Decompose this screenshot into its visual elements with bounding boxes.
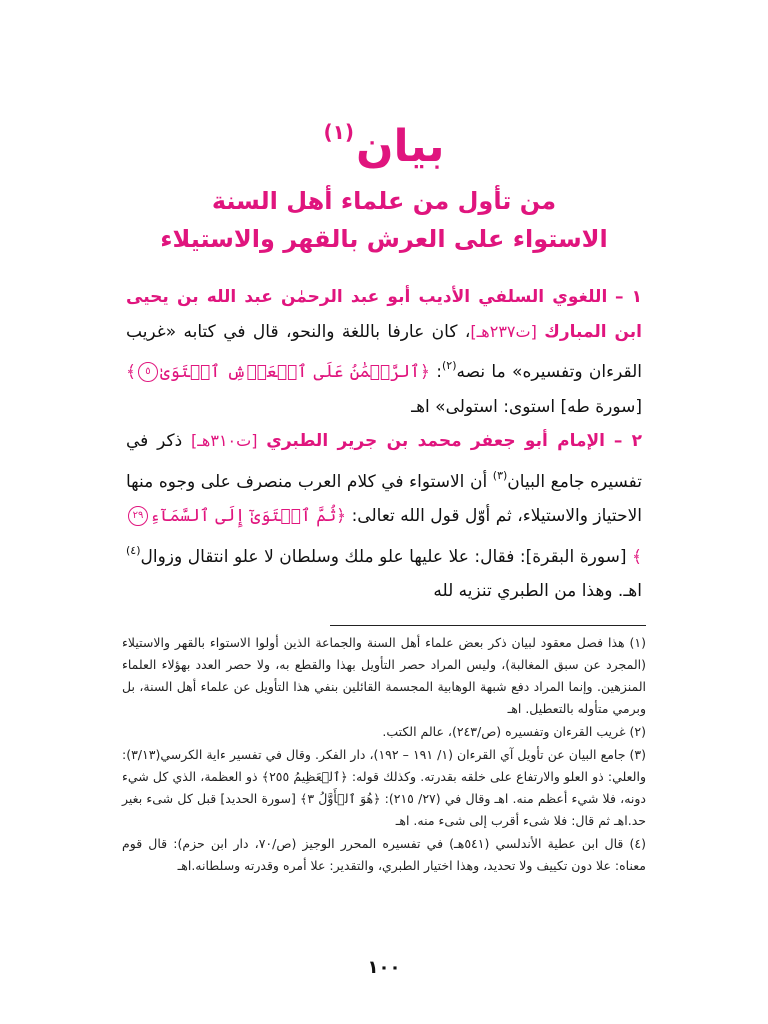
entry-2-text-3: [سورة البقرة]: فقال: علا عليها علو ملك وسلطان لا علو انتقال وزوال: [140, 546, 633, 567]
ayah-number-icon: ٥: [138, 362, 158, 382]
quran-verse-close: ﴾: [632, 546, 642, 567]
entry-2: [126, 424, 642, 609]
page-subtitle: [0, 182, 768, 258]
footnotes-section: [122, 632, 646, 878]
subtitle-line-1: من تأول من علماء أهل السنة: [211, 187, 557, 215]
entry-1-number: ١ –: [614, 287, 643, 307]
entry-2-number: ٢ –: [613, 431, 643, 451]
page-title-block: [0, 100, 768, 179]
quran-verse-baqara: ﴿ثُمَّ ٱسۡتَوَىٰٓ إِلَى ٱلسَّمَآءِ: [150, 506, 347, 526]
title-footnote-marker[interactable]: (١): [323, 120, 354, 144]
entry-1: [126, 280, 642, 424]
entry-2-date: [ت٣١٠هـ]: [190, 431, 258, 450]
page-title: [323, 121, 444, 172]
quran-verse-close: ﴾: [126, 362, 136, 382]
main-body: [126, 280, 642, 609]
entry-2-text-4: اهـ. وهذا من الطبري تنزيه لله: [433, 581, 642, 601]
entry-1-text-3: [سورة طه] استوى: استولى» اهـ: [411, 396, 642, 417]
footnote-marker-3[interactable]: (٣): [492, 468, 508, 482]
footnote-marker-4[interactable]: (٤): [126, 543, 141, 557]
entry-1-text-2: :: [429, 362, 442, 382]
entry-1-heading: اللغوي السلفي الأديب أبو عبد الرحمٰن عبد الله بن يحيى ابن المبارك: [126, 287, 642, 342]
entry-2-heading: الإمام أبو جعفر محمد بن جرير الطبري: [266, 431, 605, 451]
footnote-1: (١) هذا فصل معقود لبيان ذكر بعض علماء أهل السنة والجماعة الذين أولوا الاستواء بالقهر والاستيلاء (المجرد عن سبق المغالبة)، وليس المراد حصر التأويل بهذا والقطع به، ولا حصر العدد بهؤلاء العلماء المنزهين. وإنما المراد دفع شبهة الوهابية المجسمة القائلين بنفي هذا التأويل عن علماء أهل السنة، بل وبرمي متأوله بالتعطيل. اهـ: [122, 635, 646, 716]
entry-2-text-2: أن الاستواء في كلام العرب منصرف على وجوه منها الاحتياز والاستيلاء، ثم أوّل قول الله تعالى:: [126, 471, 642, 526]
page-number: ١٠٠: [367, 957, 401, 978]
subtitle-line-2: الاستواء على العرش بالقهر والاستيلاء: [160, 225, 608, 253]
footnote-marker-2[interactable]: (٢): [441, 359, 457, 372]
footnote-4: (٤) قال ابن عطية الأندلسي (٥٤١هـ) في تفسيره المحرر الوجيز (ص/٧٠، دار ابن حزم): قال قوم معناه: علا دون تكييف ولا تحديد، وهذا اختيار الطبري، والتقدير: علا أمره وقدرته وسلطانه.اهـ: [122, 836, 646, 873]
quran-verse-taha: ﴿ٱلرَّحۡمَٰنُ عَلَى ٱلۡعَرۡشِ ٱسۡتَوَىٰ: [159, 362, 430, 382]
entry-1-date: [ت٢٣٧هـ]: [470, 321, 537, 341]
footnote-2: (٢) غريب القرءان وتفسيره (ص/٢٤٣)، عالم الكتب.: [382, 724, 646, 739]
page-title-text: بيان: [355, 121, 445, 172]
footnote-divider: [330, 625, 646, 626]
entry-2-text-1: ذكر في تفسيره جامع البيان: [126, 431, 643, 492]
ayah-number-icon: ٢٩: [128, 506, 148, 526]
footnote-3: (٣) جامع البيان عن تأويل آي القرءان (١/ ١٩١ – ١٩٢)، دار الفكر. وقال في تفسير ءاية الكرسي(٣/١٣): والعلي: ذو العلو والارتفاع على خلقه بقدرته. وكذلك قوله: ﴿ٱلۡعَظِيمُ ٢٥٥﴾ ذو العظمة، الذي كل شيء دونه، فلا شيء أعظم منه. اهـ وقال في (٢٧/ ٢١٥): ﴿هُوَ ٱلۡأَوَّلُ ٣﴾ [سورة الحديد] قبل كل شىء بغير حد.اهـ ثم قال: فلا شىء أقرب إلى شىء منه. اهـ: [122, 747, 646, 828]
entry-1-text-1: ، كان عارفا باللغة والنحو، قال في كتابه «غريب القرءان وتفسيره» ما نصه: [126, 321, 642, 382]
